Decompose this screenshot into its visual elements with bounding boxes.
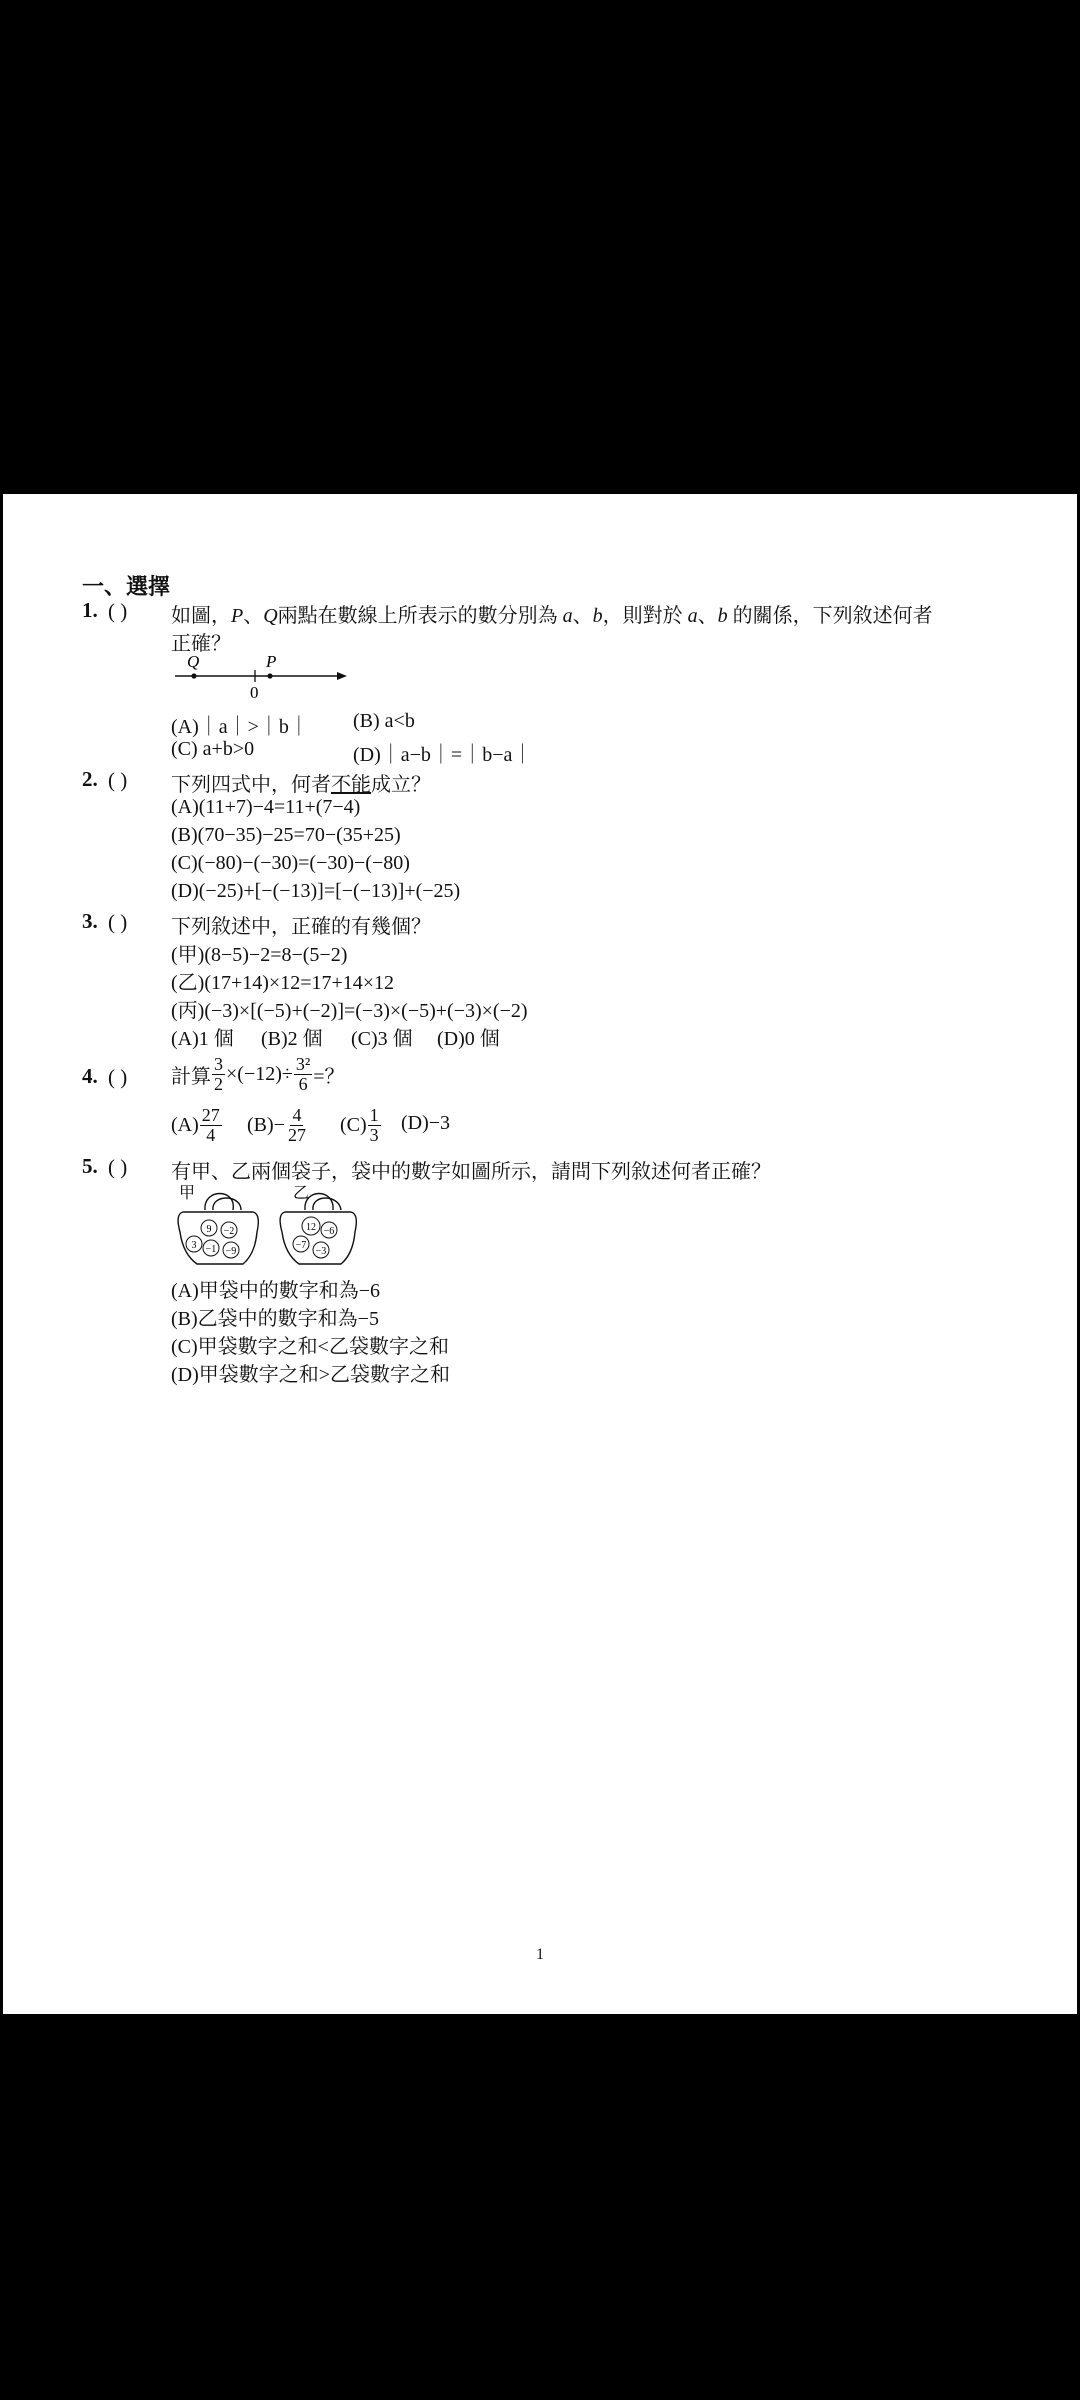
point-p-dot [267,673,272,678]
page-number: 1 [536,1946,544,1963]
point-q-dot [191,673,196,678]
q4-number: 4. [82,1064,98,1088]
q3-option-b[interactable]: (B)2 個 [261,1028,323,1050]
q5-answer-blank[interactable]: ( ) [108,1155,128,1179]
q2-answer-blank[interactable]: ( ) [108,768,128,792]
q5-option-c[interactable]: (C)甲袋數字之和<乙袋數字之和 [171,1336,449,1358]
q4-fraction-2: $\frac{\text{3²}}{6}$ [295,1053,311,1094]
q1-option-d[interactable]: (D)｜a−b｜=｜b−a｜ [353,744,533,766]
q4-answer-blank[interactable]: ( ) [108,1065,128,1089]
q3-option-a[interactable]: (A)1 個 [171,1028,234,1050]
bag-yi-number: −3 [315,1246,327,1257]
bag-yi-number: −7 [295,1240,307,1251]
bag-jia-number: −9 [225,1246,237,1257]
bags-diagram [175,1184,385,1270]
q2-number: 2. [82,767,98,791]
q1-stem: 如圖，P、Q兩點在數線上所表示的數分別為 a、b，則對於 a、b 的關係，下列敘述何者 [171,605,933,627]
bag-jia-number: 9 [206,1224,212,1235]
q3-stem: 下列敘述中，正確的有幾個？ [171,916,431,938]
q3-statement-2: (乙)(17+14)×12=17+14×12 [171,972,395,994]
q5-option-b[interactable]: (B)乙袋中的數字和為−5 [171,1308,379,1330]
q5-stem: 有甲、乙兩個袋子，袋中的數字如圖所示，請問下列敘述何者正確？ [171,1161,771,1183]
bag-yi-number: −6 [323,1226,335,1237]
q4-fraction-1: $\frac{3}{2}$ [214,1053,223,1094]
q3-number: 3. [82,909,98,933]
q3-option-d[interactable]: (D)0 個 [437,1028,500,1050]
bag-yi-number: 12 [306,1222,316,1233]
q4-option-c[interactable]: (C) $\frac{1}{3}$ [340,1104,379,1145]
q1-option-c[interactable]: (C) a+b>0 [171,738,255,760]
q2-option-b[interactable]: (B)(70−35)−25=70−(35+25) [171,824,401,846]
q4-option-a[interactable]: (A) $\frac{27}{4}$ [171,1104,220,1145]
bag-jia-number: 3 [191,1240,197,1251]
q1-answer-blank[interactable]: ( ) [108,599,128,623]
q4-option-b[interactable]: (B)− $\frac{4}{27}$ [247,1104,306,1145]
worksheet-page [3,494,1077,2014]
bag-jia-number: −2 [223,1226,235,1237]
point-q-label: Q [187,654,200,671]
q4-stem: 計算 $\frac{3}{2}$ ×(−12)÷ $\frac{\text{3²}}{6}$ =？ [171,1053,345,1094]
bag-yi-label: 乙 [293,1185,310,1202]
zero-label: 0 [250,683,259,702]
q5-option-a[interactable]: (A)甲袋中的數字和為−6 [171,1280,381,1302]
q2-option-a[interactable]: (A)(11+7)−4=11+(7−4) [171,796,361,818]
q3-option-c[interactable]: (C)3 個 [351,1028,413,1050]
q2-emphasis: 不能 [331,774,371,796]
q1-option-b[interactable]: (B) a<b [353,710,415,732]
q3-statement-3: (丙)(−3)×[(−5)+(−2)]=(−3)×(−5)+(−3)×(−2) [171,1000,528,1022]
point-p-label: P [266,654,277,671]
q2-option-d[interactable]: (D)(−25)+[−(−13)]=[−(−13)]+(−25) [171,880,461,902]
q1-option-a[interactable]: (A)｜a｜>｜b｜ [171,716,309,738]
q5-option-d[interactable]: (D)甲袋數字之和>乙袋數字之和 [171,1364,451,1386]
bag-jia [178,1194,258,1265]
section-title: 一、選擇 [82,574,171,599]
bag-jia-number: −1 [205,1244,217,1255]
q3-statement-1: (甲)(8−5)−2=8−(5−2) [171,944,348,966]
q4-option-d[interactable]: (D)−3 [401,1112,451,1134]
q2-stem: 下列四式中，何者不能成立？ [171,774,431,796]
q1-stem-line2: 正確？ [171,633,231,655]
q5-number: 5. [82,1154,98,1178]
q1-number: 1. [82,598,98,622]
number-line-diagram [171,654,351,706]
bag-jia-label: 甲 [179,1185,196,1202]
q3-answer-blank[interactable]: ( ) [108,910,128,934]
q2-option-c[interactable]: (C)(−80)−(−30)=(−30)−(−80) [171,852,410,874]
